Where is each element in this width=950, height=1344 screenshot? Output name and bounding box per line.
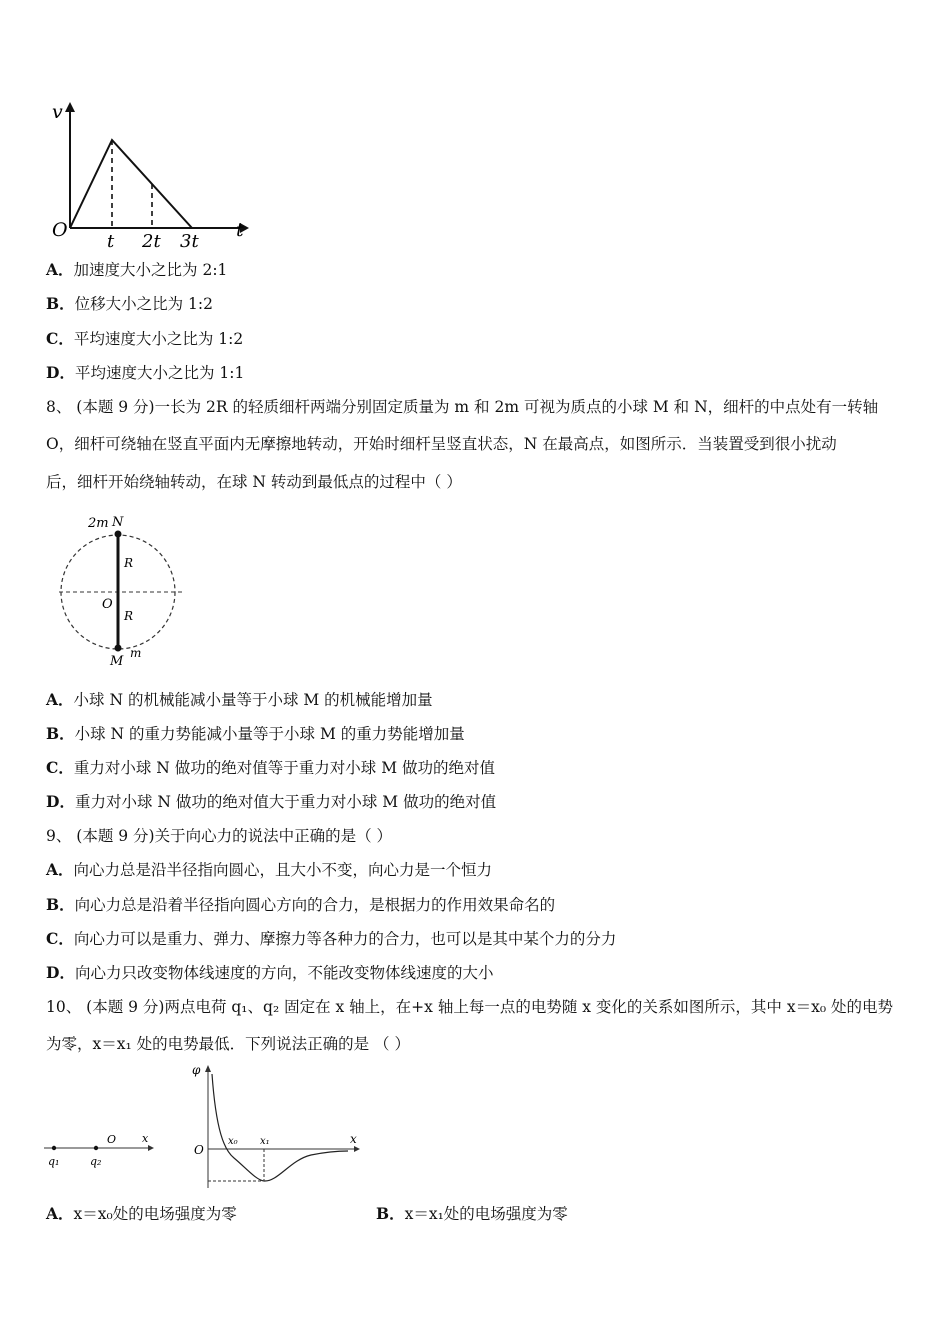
option-a[interactable]: A．向心力总是沿半径指向圆心，且大小不变，向心力是一个恒力: [46, 860, 493, 879]
option-b[interactable]: B．小球 N 的重力势能减小量等于小球 M 的重力势能增加量: [46, 724, 465, 743]
option-d[interactable]: D．重力对小球 N 做功的绝对值大于重力对小球 M 做功的绝对值: [46, 792, 497, 811]
ball-label-m: M: [110, 654, 124, 669]
tick-label: 3t: [180, 231, 199, 252]
origin-label: O: [194, 1143, 204, 1157]
radius-label: R: [124, 556, 134, 570]
option-c[interactable]: C．向心力可以是重力、弹力、摩擦力等各种力的合力，也可以是其中某个力的分力: [46, 929, 617, 948]
center-label-o: O: [102, 597, 113, 612]
question-8-stem-line1: 8、 (本题 9 分)一长为 2R 的轻质细杆两端分别固定质量为 m 和 2m 可视为质点的小球 M 和 N，细杆的中点处有一转轴: [46, 398, 879, 416]
option-a[interactable]: A．加速度大小之比为 2:1: [46, 260, 228, 279]
option-b[interactable]: B．x＝x₁处的电场强度为零: [376, 1204, 568, 1223]
x1-label: x₁: [260, 1136, 270, 1147]
origin-label: O: [52, 219, 68, 241]
option-b[interactable]: B．向心力总是沿着半径指向圆心方向的合力，是根据力的作用效果命名的: [46, 895, 556, 914]
option-b[interactable]: B．位移大小之比为 1:2: [46, 294, 213, 313]
option-c[interactable]: C．重力对小球 N 做功的绝对值等于重力对小球 M 做功的绝对值: [46, 758, 495, 777]
axis-label-v: v: [52, 101, 63, 123]
mass-label-m: m: [130, 646, 142, 660]
tick-label: t: [107, 231, 115, 252]
axis-label-x: x: [142, 1132, 149, 1145]
charge-label-q1: q₁: [48, 1155, 60, 1168]
question-8-stem-line2: O，细杆可绕轴在竖直平面内无摩擦地转动，开始时细杆呈竖直状态，N 在最高点，如图所示．当装置受到很小扰动: [46, 435, 837, 453]
question-9-stem: 9、 (本题 9 分)关于向心力的说法中正确的是（ ）: [46, 827, 393, 845]
option-a[interactable]: A．x＝x₀处的电场强度为零: [46, 1204, 237, 1223]
axis-label-phi: φ: [192, 1063, 201, 1077]
option-d[interactable]: D．平均速度大小之比为 1:1: [46, 363, 245, 382]
mass-label-2m: 2m: [88, 516, 109, 531]
question-8-stem-line3: 后，细杆开始绕轴转动，在球 N 转动到最低点的过程中（ ）: [46, 473, 462, 491]
origin-label: O: [107, 1133, 117, 1146]
tick-label: 2t: [142, 231, 161, 252]
question-10-stem-line1: 10、 (本题 9 分)两点电荷 q₁、q₂ 固定在 x 轴上，在+x 轴上每一点的电势随 x 变化的关系如图所示，其中 x＝x₀ 处的电势: [46, 998, 893, 1016]
ball-label-n: N: [112, 515, 124, 530]
option-c[interactable]: C．平均速度大小之比为 1:2: [46, 329, 244, 348]
axis-label-x: x: [350, 1132, 357, 1146]
option-a[interactable]: A．小球 N 的机械能减小量等于小球 M 的机械能增加量: [46, 690, 433, 709]
axis-label-t: t: [236, 219, 244, 241]
x0-label: x₀: [228, 1136, 238, 1147]
rotating-rod-diagram: [54, 510, 194, 670]
option-d[interactable]: D．向心力只改变物体线速度的方向，不能改变物体线速度的大小: [46, 963, 494, 982]
question-10-stem-line2: 为零，x＝x₁ 处的电势最低．下列说法正确的是 （ ）: [46, 1035, 410, 1053]
charge-label-q2: q₂: [90, 1155, 102, 1168]
charges-axis-diagram: [40, 1128, 160, 1174]
radius-label: R: [124, 609, 134, 623]
velocity-time-graph: [44, 96, 254, 256]
potential-graph: [186, 1060, 366, 1192]
